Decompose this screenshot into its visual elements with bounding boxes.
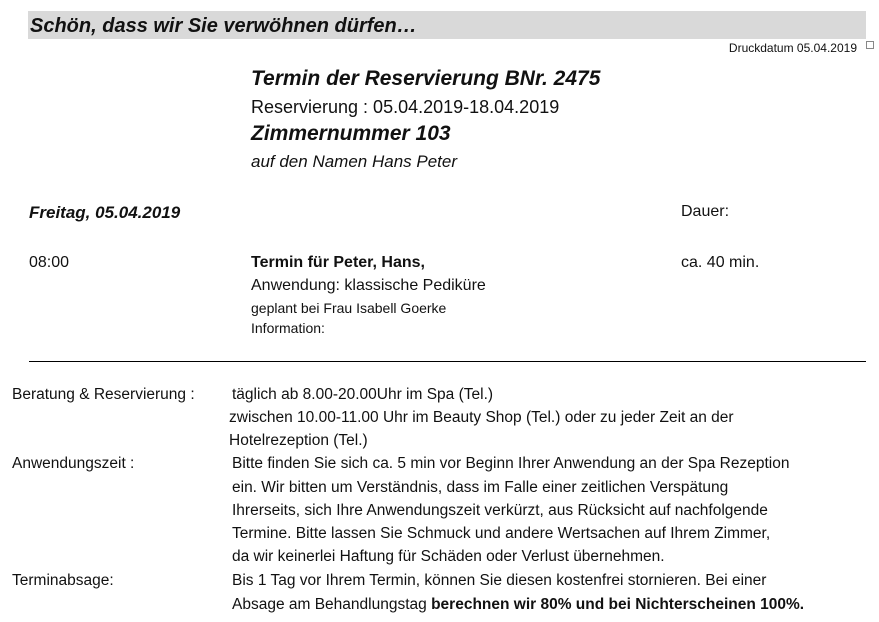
time-line: ein. Wir bitten um Verständnis, dass im Falle einer zeitlichen Verspätung <box>232 479 729 496</box>
time-line: Termine. Bitte lassen Sie Schmuck und andere Wertsachen auf Ihrem Zimmer, <box>232 525 771 542</box>
small-checkbox[interactable] <box>866 41 874 49</box>
appointment-planned: geplant bei Frau Isabell Goerke <box>251 300 447 316</box>
print-date: Druckdatum 05.04.2019 <box>728 41 857 55</box>
time-line: da wir keinerlei Haftung für Schäden oder Verlust übernehmen. <box>232 548 665 565</box>
time-line: Ihrerseits, sich Ihre Anwendungszeit verkürzt, aus Rücksicht auf nachfolgende <box>232 502 768 519</box>
cancel-line <box>232 596 804 614</box>
header-banner <box>28 11 866 39</box>
cancel-line-bold: berechnen wir 80% und bei Nichterscheinen 100%. <box>431 596 805 613</box>
appointment-time: 08:00 <box>29 254 70 271</box>
duration-label: Dauer: <box>681 203 730 220</box>
reservation-period: Reservierung : 05.04.2019-18.04.2019 <box>251 97 560 117</box>
appointment-duration: ca. 40 min. <box>681 254 760 271</box>
consulting-line: Hotelrezeption (Tel.) <box>229 432 368 449</box>
appointment-title: Termin für Peter, Hans, <box>251 254 425 271</box>
appointment-treatment: Anwendung: klassische Pediküre <box>251 277 486 294</box>
schedule-day: Freitag, 05.04.2019 <box>29 203 181 222</box>
consulting-line: zwischen 10.00-11.00 Uhr im Beauty Shop (Tel.) oder zu jeder Zeit an der <box>229 409 734 426</box>
reservation-title: Termin der Reservierung BNr. 2475 <box>251 67 601 90</box>
banner-text: Schön, dass wir Sie verwöhnen dürfen… <box>30 15 417 37</box>
guest-name: auf den Namen Hans Peter <box>251 152 458 171</box>
appointment-info: Information: <box>251 320 325 336</box>
cancel-label: Terminabsage: <box>12 572 114 589</box>
room-number: Zimmernummer 103 <box>251 122 451 145</box>
cancel-line: Bis 1 Tag vor Ihrem Termin, können Sie diesen kostenfrei stornieren. Bei einer <box>232 572 767 589</box>
time-label: Anwendungszeit : <box>12 455 135 472</box>
consulting-label: Beratung & Reservierung : <box>12 386 195 403</box>
divider <box>29 361 866 362</box>
consulting-line: täglich ab 8.00-20.00Uhr im Spa (Tel.) <box>232 386 494 403</box>
cancel-line-plain: Absage am Behandlungstag <box>232 596 432 613</box>
time-line: Bitte finden Sie sich ca. 5 min vor Beginn Ihrer Anwendung an der Spa Rezeption <box>232 455 790 472</box>
